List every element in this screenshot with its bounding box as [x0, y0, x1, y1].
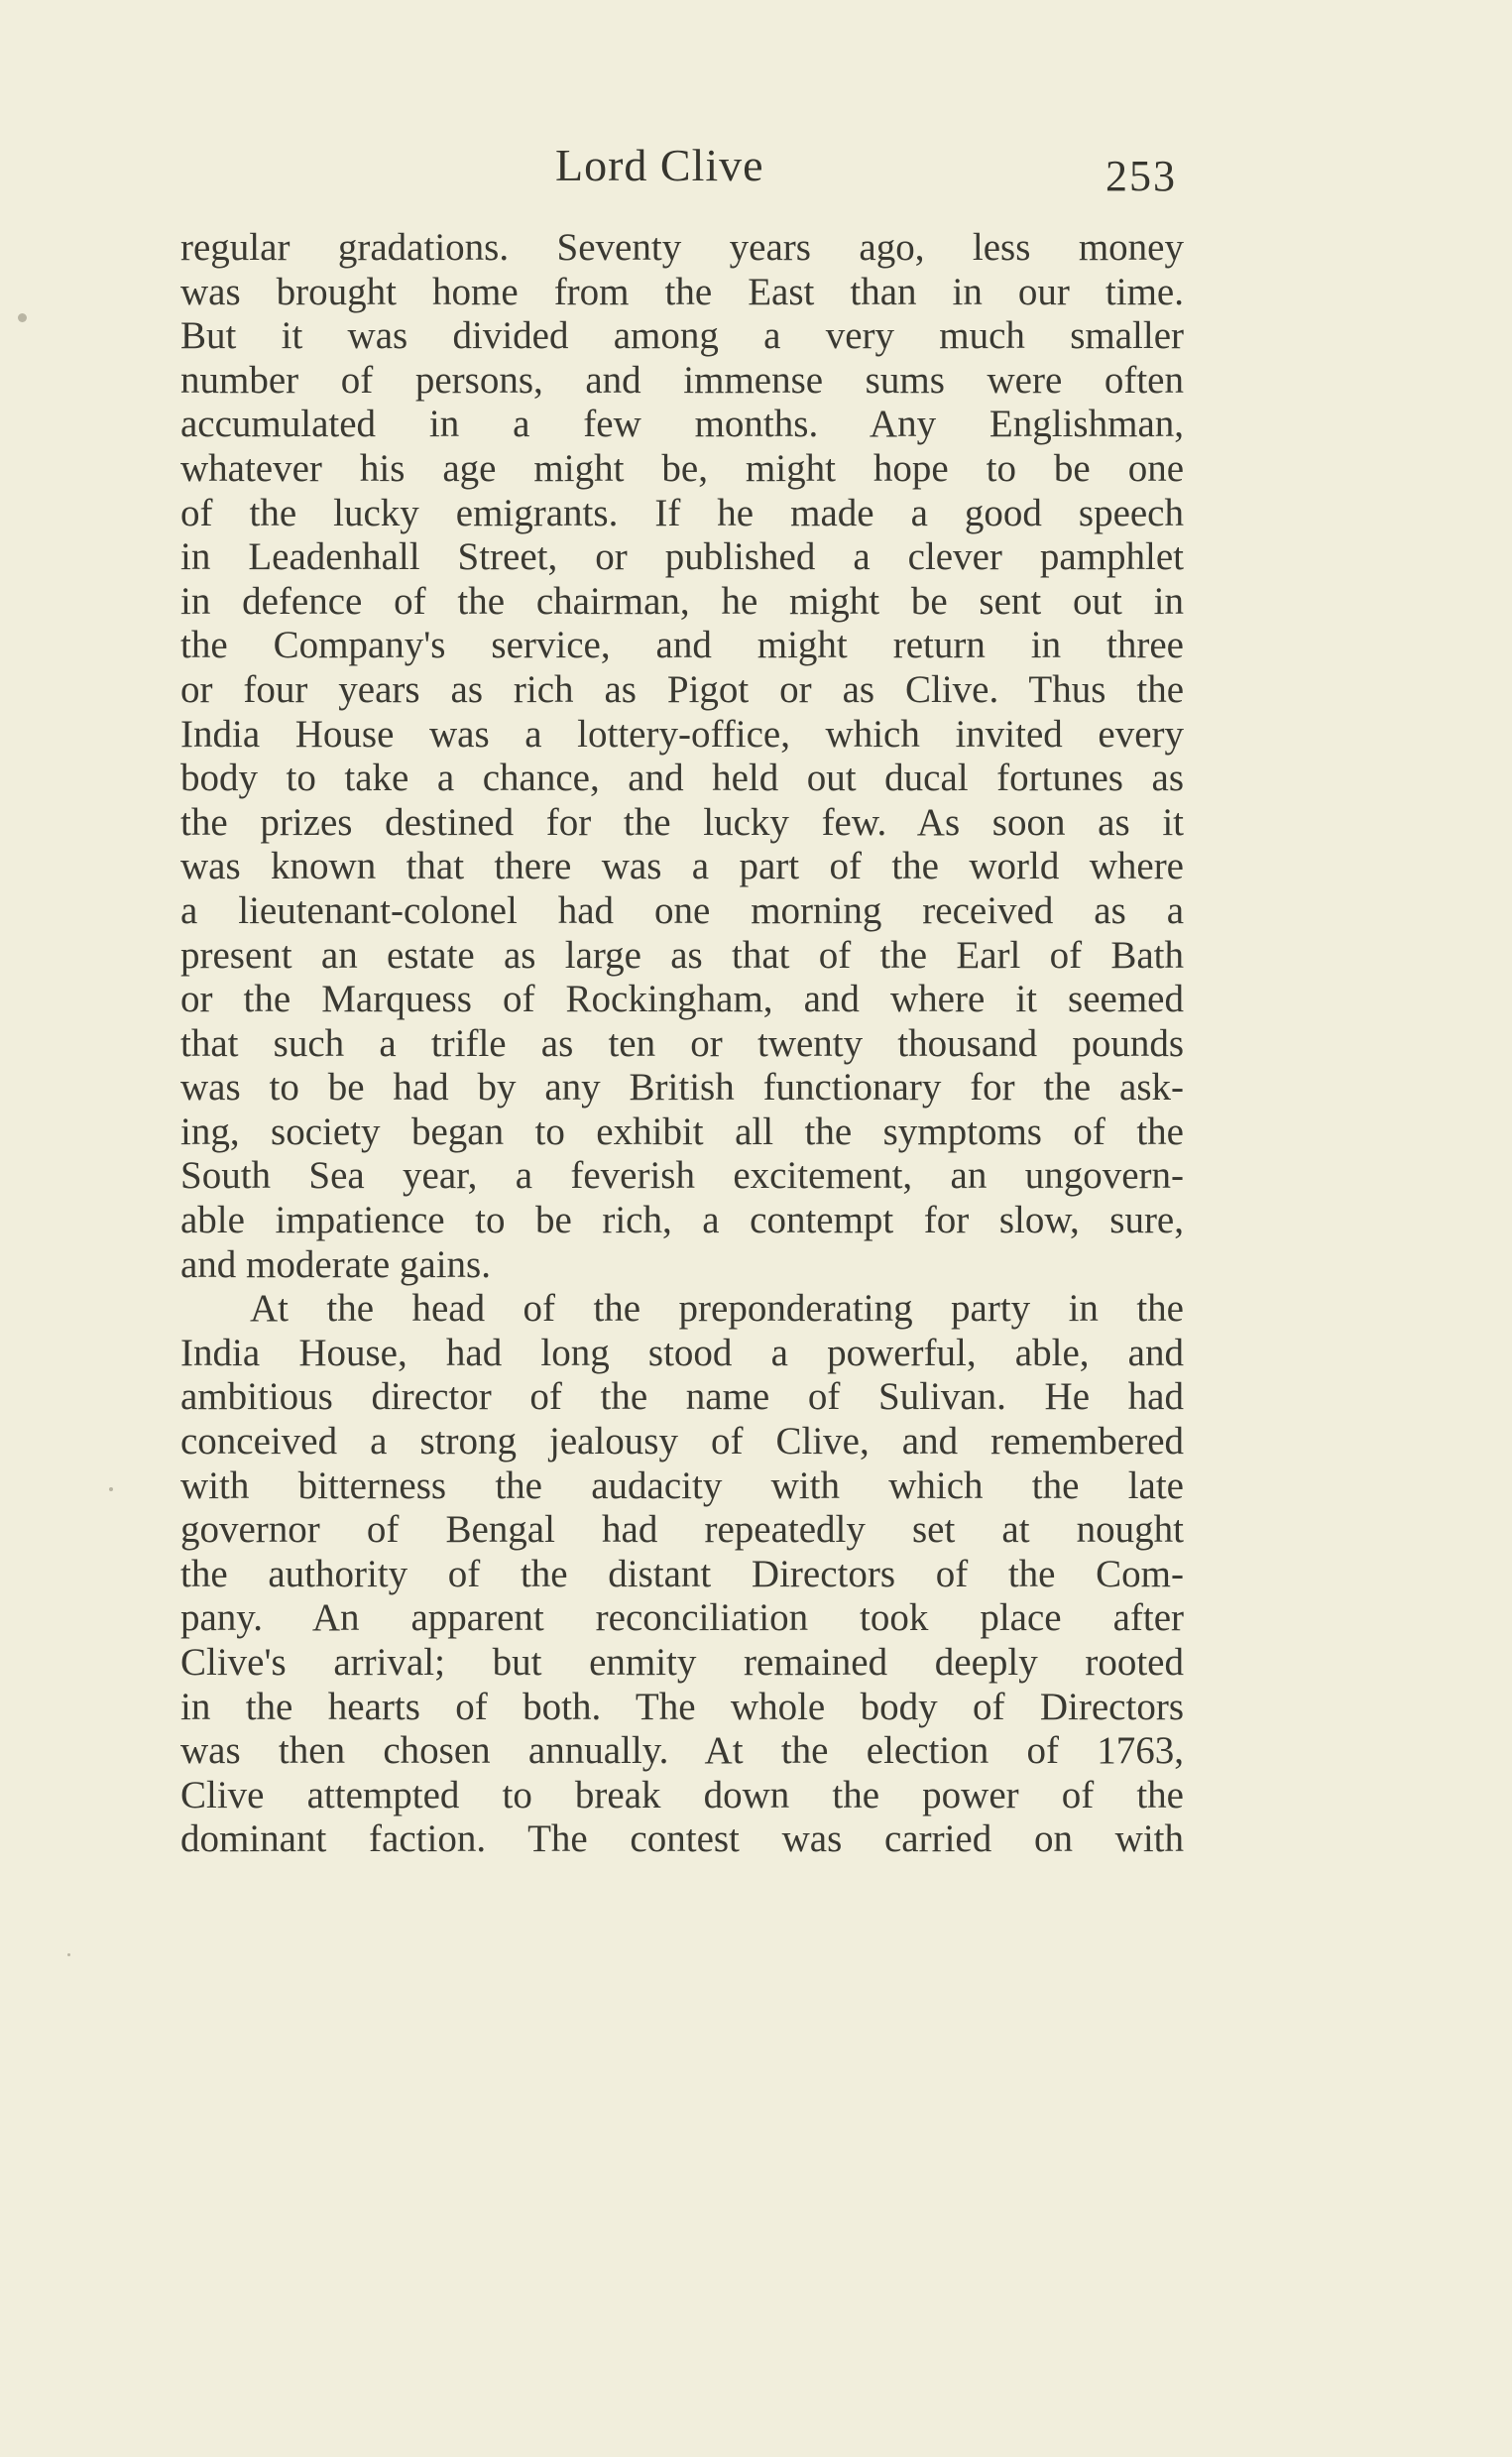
- text-line: was to be had by any British functionary for the ask-: [180, 1066, 1184, 1110]
- text-line: regular gradations. Seventy years ago, less money: [180, 226, 1184, 269]
- text-line: the authority of the distant Directors of the Com-: [180, 1552, 1184, 1595]
- body-text: [180, 226, 1184, 1862]
- text-line: At the head of the preponderating party in the: [250, 1287, 1184, 1331]
- text-line: ambitious director of the name of Sulivan. He had: [180, 1375, 1184, 1419]
- text-line: a lieutenant-colonel had one morning received as a: [180, 888, 1184, 932]
- text-line: South Sea year, a feverish excitement, an ungovern-: [180, 1154, 1184, 1198]
- text-line: Clive's arrival; but enmity remained deeply rooted: [180, 1641, 1184, 1684]
- text-line: in defence of the chairman, he might be sent out in: [180, 579, 1184, 623]
- text-line: number of persons, and immense sums were often: [180, 358, 1184, 402]
- paper-speck: [109, 1487, 113, 1491]
- text-line: governor of Bengal had repeatedly set at nought: [180, 1508, 1184, 1552]
- paragraph-1: [180, 226, 1184, 1287]
- text-line: the Company's service, and might return in three: [180, 624, 1184, 667]
- running-head: [0, 139, 1512, 198]
- text-line: of the lucky emigrants. If he made a good speech: [180, 491, 1184, 534]
- text-line: accumulated in a few months. Any Englishman,: [180, 403, 1184, 446]
- text-line: conceived a strong jealousy of Clive, and remembered: [180, 1420, 1184, 1463]
- text-line: with bitterness the audacity with which the late: [180, 1463, 1184, 1507]
- text-line: dominant faction. The contest was carried on with: [180, 1817, 1184, 1861]
- text-line: was then chosen annually. At the election of 1763,: [180, 1729, 1184, 1773]
- text-line: was brought home from the East than in our time.: [180, 270, 1184, 313]
- text-line: But it was divided among a very much smaller: [180, 314, 1184, 358]
- text-line: present an estate as large as that of the Earl of Bath: [180, 933, 1184, 977]
- text-line: India House, had long stood a powerful, able, and: [180, 1331, 1184, 1374]
- text-line: that such a trifle as ten or twenty thousand pounds: [180, 1021, 1184, 1065]
- paper-speck: [18, 313, 27, 322]
- text-line: body to take a chance, and held out ducal fortunes as: [180, 757, 1184, 800]
- text-line: in the hearts of both. The whole body of Directors: [180, 1685, 1184, 1728]
- text-line: was known that there was a part of the world where: [180, 845, 1184, 888]
- text-line: India House was a lottery-office, which invited every: [180, 712, 1184, 756]
- text-line: the prizes destined for the lucky few. As soon as it: [180, 800, 1184, 844]
- paper-speck: [67, 1953, 70, 1956]
- text-line: or four years as rich as Pigot or as Clive. Thus the: [180, 667, 1184, 711]
- page-number: 253: [1105, 152, 1177, 200]
- text-line: able impatience to be rich, a contempt for slow, sure,: [180, 1199, 1184, 1242]
- text-line: in Leadenhall Street, or published a clever pamphlet: [180, 535, 1184, 579]
- paragraph-2: [180, 1287, 1184, 1862]
- text-line: ing, society began to exhibit all the symptoms of the: [180, 1110, 1184, 1153]
- text-line: or the Marquess of Rockingham, and where it seemed: [180, 978, 1184, 1021]
- text-line: Clive attempted to break down the power of the: [180, 1773, 1184, 1816]
- text-line: whatever his age might be, might hope to be one: [180, 446, 1184, 490]
- running-title: Lord Clive: [555, 140, 764, 190]
- text-line: and moderate gains.: [180, 1242, 491, 1286]
- text-line: pany. An apparent reconciliation took place after: [180, 1596, 1184, 1640]
